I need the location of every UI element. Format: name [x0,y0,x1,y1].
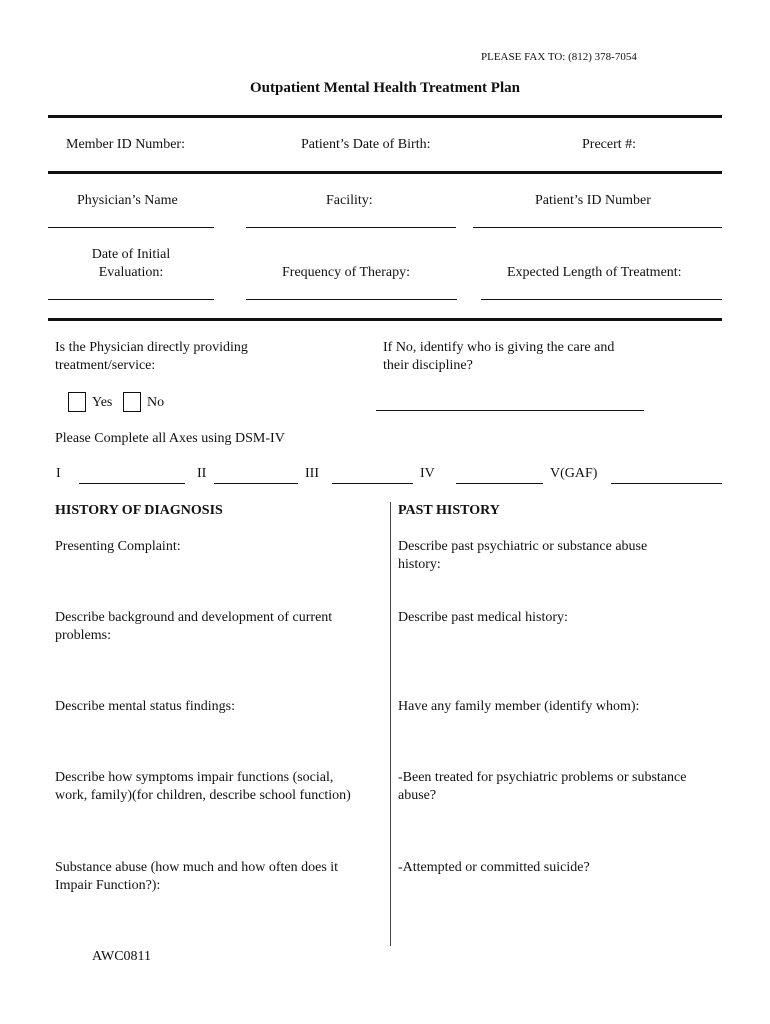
axis-i-field[interactable] [79,483,185,484]
right-prompt: Have any family member (identify whom): [398,699,640,714]
left-prompt: Describe how symptoms impair functions (social, [55,770,334,785]
left-prompt: Impair Function?): [55,878,161,893]
left-prompt: work, family)(for children, describe school function) [55,788,351,803]
axes-instruction: Please Complete all Axes using DSM-IV [55,431,285,446]
axis-label: I [56,466,61,481]
column-divider [390,502,391,946]
axis-label: V(GAF) [550,466,598,481]
left-prompt: problems: [55,628,111,643]
form-title: Outpatient Mental Health Treatment Plan [250,80,520,96]
fax-number: PLEASE FAX TO: (812) 378-7054 [481,51,637,63]
frequency-label: Frequency of Therapy: [282,265,411,280]
divider [48,115,722,118]
facility-field[interactable] [246,227,456,228]
right-prompt: -Been treated for psychiatric problems or substance [398,770,687,785]
treatment-length-field[interactable] [481,299,722,300]
right-prompt: -Attempted or committed suicide? [398,860,590,875]
yes-label: Yes [92,395,113,410]
left-prompt: Describe mental status findings: [55,699,236,714]
left-prompt: Presenting Complaint: [55,539,181,554]
left-prompt: Substance abuse (how much and how often does it [55,860,339,875]
right-prompt: history: [398,557,441,572]
physician-name-field[interactable] [48,227,214,228]
history-of-diagnosis-heading: HISTORY OF DIAGNOSIS [55,503,223,518]
axis-label: II [197,466,207,481]
no-label: No [147,395,165,410]
dob-label: Patient’s Date of Birth: [301,137,431,152]
past-history-heading: PAST HISTORY [398,503,500,518]
physician-name-label: Physician’s Name [77,193,178,208]
right-prompt: Describe past medical history: [398,610,568,625]
frequency-field[interactable] [246,299,457,300]
right-prompt: abuse? [398,788,437,803]
caregiver-field[interactable] [376,410,644,411]
axis-ii-field[interactable] [214,483,298,484]
provider-question-2: treatment/service: [55,358,156,373]
axis-v-field[interactable] [611,483,722,484]
divider [48,171,722,174]
initial-eval-field[interactable] [48,299,214,300]
divider [48,318,722,321]
member-id-label: Member ID Number: [66,137,185,152]
axis-iv-field[interactable] [456,483,543,484]
yes-checkbox[interactable] [68,392,86,412]
no-checkbox[interactable] [123,392,141,412]
initial-eval-label: Date of Initial [91,247,171,262]
form-code: AWC0811 [92,949,152,964]
precert-label: Precert #: [582,137,637,152]
facility-label: Facility: [326,193,373,208]
axis-label: IV [420,466,435,481]
initial-eval-label-2: Evaluation: [98,265,164,280]
if-no-question: If No, identify who is giving the care and [383,340,615,355]
right-prompt: Describe past psychiatric or substance abuse [398,539,648,554]
left-prompt: Describe background and development of current [55,610,333,625]
provider-question: Is the Physician directly providing [55,340,248,355]
patient-id-field[interactable] [473,227,722,228]
if-no-question-2: their discipline? [383,358,473,373]
treatment-length-label: Expected Length of Treatment: [507,265,682,280]
patient-id-label: Patient’s ID Number [535,193,651,208]
axis-label: III [305,466,319,481]
axis-iii-field[interactable] [332,483,413,484]
